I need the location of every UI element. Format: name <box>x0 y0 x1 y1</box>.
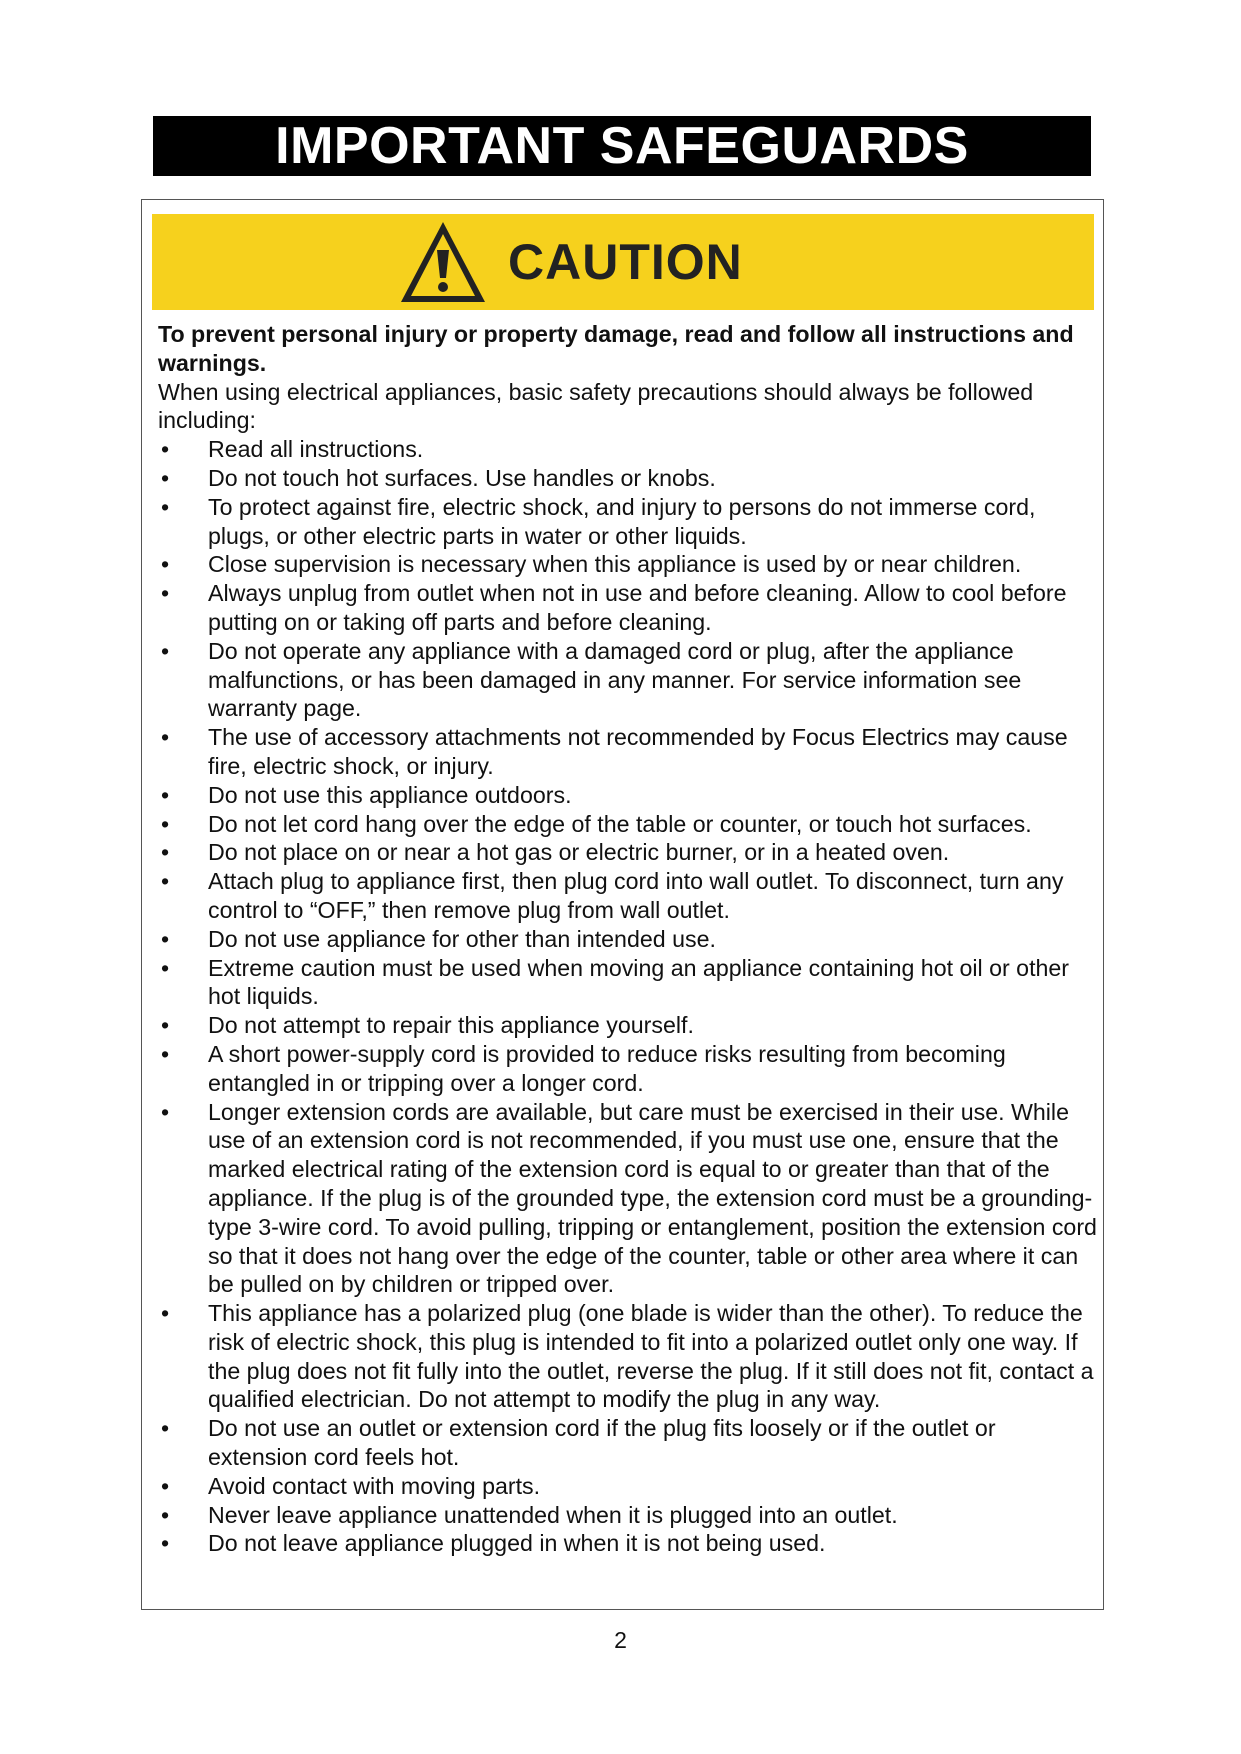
list-item <box>158 954 1098 1012</box>
bullet-icon: • <box>160 1300 170 1327</box>
list-item <box>158 493 1098 551</box>
list-item <box>158 1529 1098 1558</box>
list-item-text: Do not leave appliance plugged in when it is not being used. <box>208 1530 826 1557</box>
bullet-icon: • <box>160 1415 170 1442</box>
bullet-icon: • <box>160 1530 170 1557</box>
list-item <box>158 1414 1098 1472</box>
list-item <box>158 810 1098 839</box>
bullet-icon: • <box>160 810 170 837</box>
bullet-icon: • <box>160 493 170 520</box>
list-item <box>158 1011 1098 1040</box>
bullet-icon: • <box>160 868 170 895</box>
list-item-text: Do not place on or near a hot gas or electric burner, or in a heated oven. <box>208 839 950 866</box>
bullet-icon: • <box>160 1472 170 1499</box>
bullet-icon: • <box>160 637 170 664</box>
bullet-icon: • <box>160 925 170 952</box>
list-item-text: Avoid contact with moving parts. <box>208 1472 541 1499</box>
intro-text: When using electrical appliances, basic safety precautions should always be followed including: <box>158 378 1034 434</box>
safeguard-list <box>158 435 1098 1558</box>
lead-warning: To prevent personal injury or property damage, read and follow all instructions and warnings. <box>158 321 1074 376</box>
list-item <box>158 1472 1098 1501</box>
bullet-icon: • <box>160 724 170 751</box>
list-item-text: Do not let cord hang over the edge of the table or counter, or touch hot surfaces. <box>208 810 1032 837</box>
list-item <box>158 867 1098 925</box>
caution-banner <box>152 214 1094 310</box>
list-item-text: This appliance has a polarized plug (one blade is wider than the other). To reduce the risk of electric shock, this plug is intended to fit into a polarized outlet only one way. If the plug does not fit fully into the outlet, reverse the plug. If it still does not fit, contact a qualified electrician. Do not attempt to modify the plug in any way. <box>208 1300 1094 1413</box>
list-item-text: The use of accessory attachments not recommended by Focus Electrics may cause fire, electric shock, or injury. <box>208 724 1068 779</box>
bullet-icon: • <box>160 551 170 578</box>
page-title: IMPORTANT SAFEGUARDS <box>153 116 1091 176</box>
list-item-text: A short power-supply cord is provided to reduce risks resulting from becoming entangled in or tripping over a longer cord. <box>208 1040 1006 1096</box>
list-item-text: Do not touch hot surfaces. Use handles or knobs. <box>208 464 716 491</box>
list-item-text: Do not attempt to repair this appliance yourself. <box>208 1012 694 1039</box>
list-item <box>158 1040 1098 1098</box>
list-item-text: Do not use appliance for other than intended use. <box>208 925 716 952</box>
safeguards-box <box>141 199 1104 1610</box>
list-item-text: Attach plug to appliance first, then plug cord into wall outlet. To disconnect, turn any control to “OFF,” then remove plug from wall outlet. <box>208 868 1064 923</box>
list-item-text: Close supervision is necessary when this appliance is used by or near children. <box>208 551 1022 578</box>
list-item-text: To protect against fire, electric shock, and injury to persons do not immerse cord, plugs, or other electric parts in water or other liquids. <box>208 493 1036 549</box>
list-item <box>158 464 1098 493</box>
list-item <box>158 435 1098 464</box>
bullet-icon: • <box>160 954 170 981</box>
list-item-text: Never leave appliance unattended when it is plugged into an outlet. <box>208 1501 898 1528</box>
list-item <box>158 1299 1098 1414</box>
list-item-text: Extreme caution must be used when moving an appliance containing hot oil or other hot liquids. <box>208 954 1070 1010</box>
list-item <box>158 723 1098 781</box>
bullet-icon: • <box>160 781 170 808</box>
bullet-icon: • <box>160 1501 170 1528</box>
caution-label: CAUTION <box>508 234 743 290</box>
bullet-icon: • <box>160 580 170 607</box>
bullet-icon: • <box>160 436 170 463</box>
bullet-icon: • <box>160 1040 170 1067</box>
list-item-text: Longer extension cords are available, but care must be exercised in their use. While use of an extension cord is not recommended, if you must use one, ensure that the marked electrical rating of the extension cord is equal to or greater than that of the appliance. If the plug is of the grounded type, the extension cord must be a grounding-type 3-wire cord. To avoid pulling, tripping or entanglement, position the extension cord so that it does not hang over the edge of the counter, table or other area where it can be pulled on by children or tripped over. <box>208 1098 1097 1298</box>
bullet-icon: • <box>160 1098 170 1125</box>
list-item <box>158 550 1098 579</box>
list-item-text: Do not use an outlet or extension cord if the plug fits loosely or if the outlet or extension cord feels hot. <box>208 1415 996 1471</box>
list-item <box>158 637 1098 723</box>
list-item <box>158 838 1098 867</box>
bullet-icon: • <box>160 1012 170 1039</box>
list-item <box>158 781 1098 810</box>
list-item-text: Do not use this appliance outdoors. <box>208 781 572 808</box>
list-item <box>158 579 1098 637</box>
list-item-text: Read all instructions. <box>208 436 424 463</box>
bullet-icon: • <box>160 464 170 491</box>
list-item <box>158 925 1098 954</box>
bullet-icon: • <box>160 839 170 866</box>
list-item-text: Do not operate any appliance with a damaged cord or plug, after the appliance malfunctions, or has been damaged in any manner. For service information see warranty page. <box>208 637 1022 722</box>
warning-triangle-icon <box>399 220 487 304</box>
list-item-text: Always unplug from outlet when not in use and before cleaning. Allow to cool before putting on or taking off parts and before cleaning. <box>208 580 1067 635</box>
page-number: 2 <box>614 1627 627 1653</box>
list-item <box>158 1098 1098 1300</box>
safeguards-content <box>158 320 1098 1558</box>
list-item <box>158 1501 1098 1530</box>
